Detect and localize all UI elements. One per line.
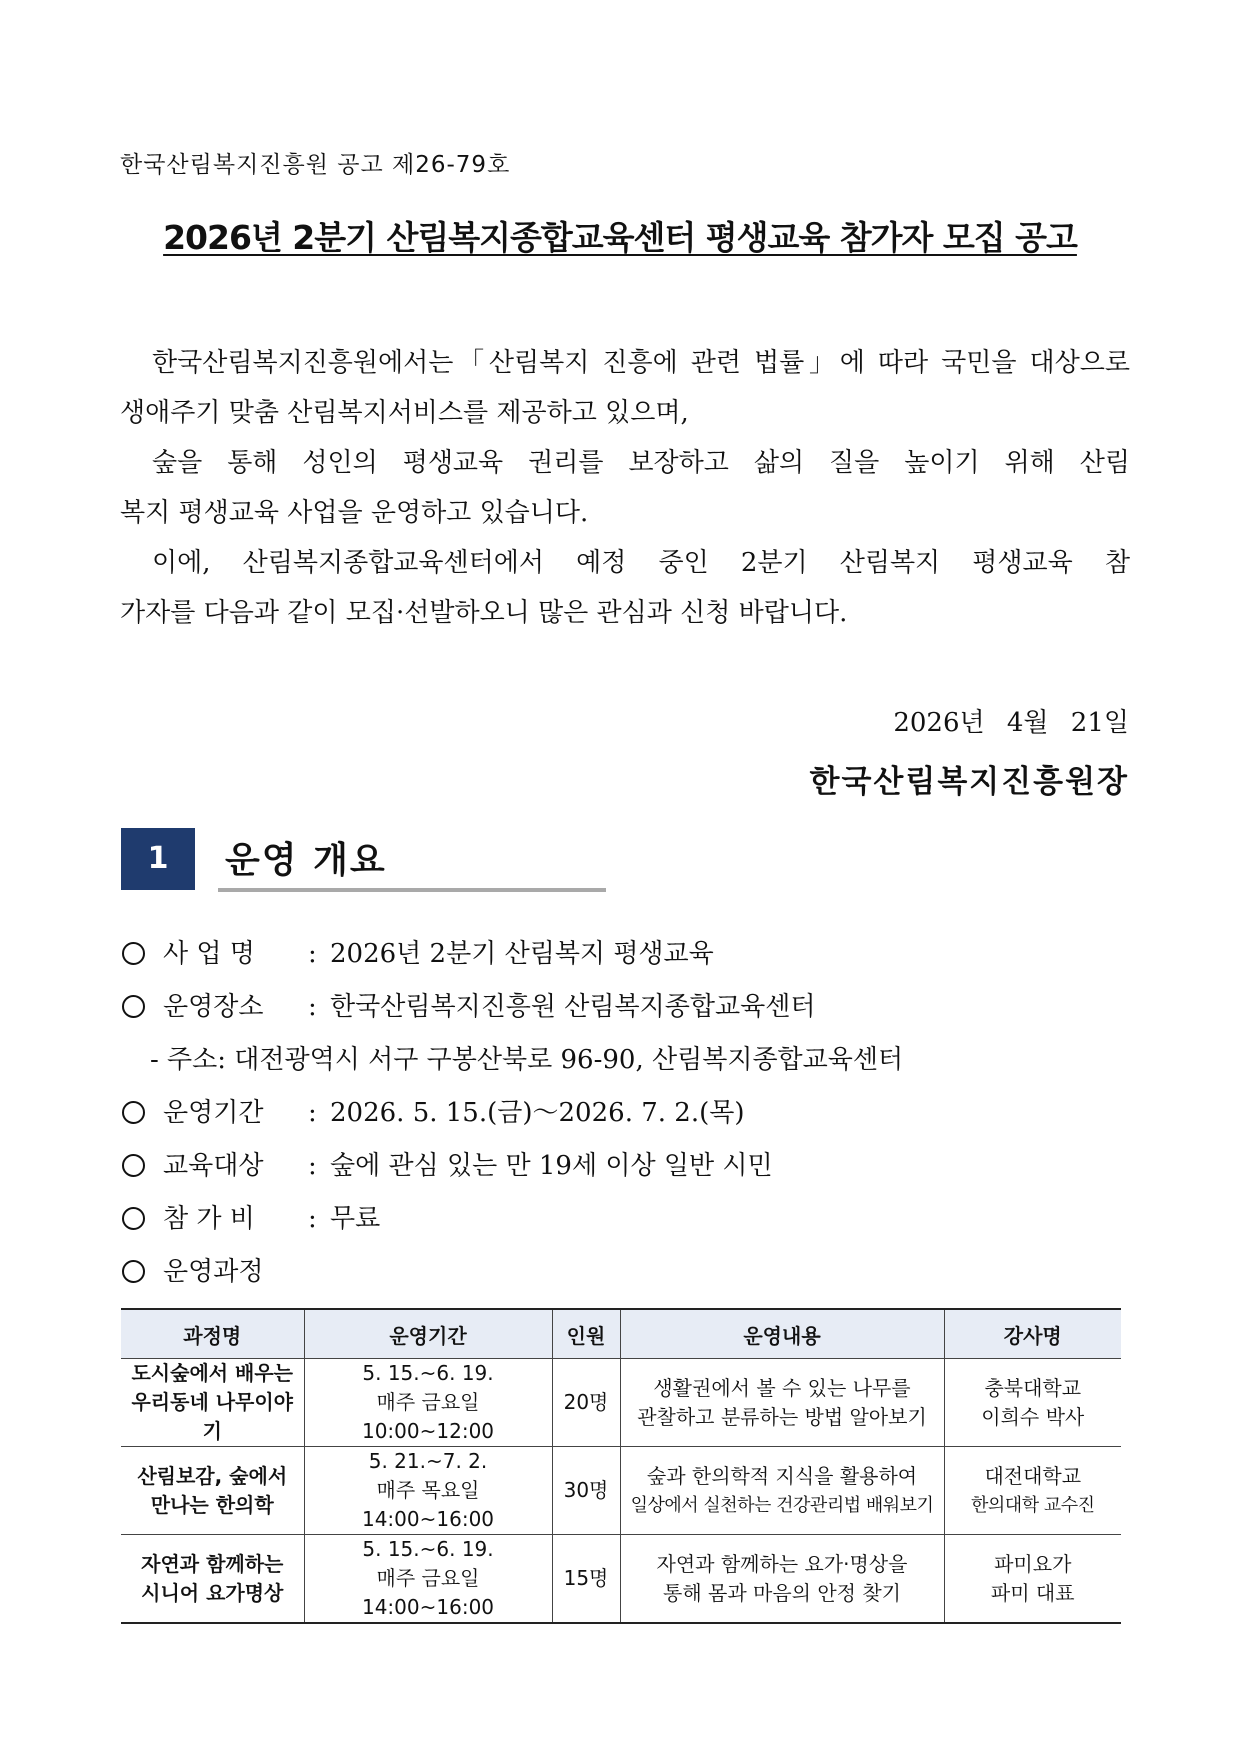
header-instructor: 강사명 [944,1309,1121,1359]
period-cell: 5. 21.~7. 2. 매주 목요일 14:00~16:00 [304,1447,552,1535]
table-row [121,1359,1121,1447]
instructor-cell: 충북대학교 이희수 박사 [944,1359,1121,1447]
instructor-cell: 대전대학교 한의대학 교수진 [944,1447,1121,1535]
section-title: 운영 개요 [225,840,387,881]
document-title [0,212,1240,259]
content-cell: 생활권에서 볼 수 있는 나무를 관찰하고 분류하는 방법 알아보기 [620,1359,944,1447]
courses-table [121,1308,1121,1624]
body-line: 생애주기 맞춤 산림복지서비스를 제공하고 있으며, [120,398,689,428]
instructor-cell: 파미요가 파미 대표 [944,1535,1121,1624]
notice-date: 2026년 4월 21일 [893,708,1129,738]
period-cell: 5. 15.~6. 19. 매주 금요일 14:00~16:00 [304,1535,552,1624]
course-name-cell: 자연과 함께하는 시니어 요가명상 [121,1535,304,1624]
body-line: 가자를 다음과 같이 모집·선발하오니 많은 관심과 신청 바랍니다. [120,598,848,628]
circle-bullet-icon [122,1207,145,1230]
overview-item-fee: 참 가 비 : 무료 [120,1193,1130,1246]
overview-item-venue: 운영장소 : 한국산림복지진흥원 산림복지종합교육센터 [120,981,1130,1034]
notice-body [120,338,1130,638]
body-line: 이에, 산림복지종합교육센터에서 예정 중인 2분기 산림복지 평생교육 참 [152,548,1130,578]
table-row [121,1535,1121,1624]
header-people: 인원 [552,1309,620,1359]
people-cell: 30명 [552,1447,620,1535]
header-course-name: 과정명 [121,1309,304,1359]
organization-head: 한국산림복지진흥원장 [809,764,1129,800]
content-cell: 숲과 한의학적 지식을 활용하여 일상에서 실천하는 건강관리법 배워보기 [620,1447,944,1535]
document-title-text: 2026년 2분기 산림복지종합교육센터 평생교육 참가자 모집 공고 [163,218,1077,257]
body-line: 한국산림복지진흥원에서는「산림복지 진흥에 관련 법률」에 따라 국민을 대상으로 [152,348,1130,378]
overview-item-period: 운영기간 : 2026. 5. 15.(금)～2026. 7. 2.(목) [120,1087,1130,1140]
overview-item-project: 사 업 명 : 2026년 2분기 산림복지 평생교육 [120,928,1130,981]
overview-item-courses: 운영과정 [120,1246,1130,1299]
course-name-cell: 산림보감, 숲에서 만나는 한의학 [121,1447,304,1535]
body-line: 숲을 통해 성인의 평생교육 권리를 보장하고 삶의 질을 높이기 위해 산림 [152,448,1130,478]
body-line: 복지 평생교육 사업을 운영하고 있습니다. [120,498,589,528]
circle-bullet-icon [122,995,145,1018]
circle-bullet-icon [122,1260,145,1283]
circle-bullet-icon [122,942,145,965]
header-period: 운영기간 [304,1309,552,1359]
table-header-row [121,1309,1121,1359]
overview-list [120,928,1130,1299]
circle-bullet-icon [122,1154,145,1177]
content-cell: 자연과 함께하는 요가·명상을 통해 몸과 마음의 안정 찾기 [620,1535,944,1624]
people-cell: 15명 [552,1535,620,1624]
section-underline [218,888,606,892]
section-number-badge: 1 [121,828,195,890]
overview-item-address: - 주소: 대전광역시 서구 구봉산북로 96-90, 산림복지종합교육센터 [150,1045,904,1075]
period-cell: 5. 15.~6. 19. 매주 금요일 10:00~12:00 [304,1359,552,1447]
header-content: 운영내용 [620,1309,944,1359]
people-cell: 20명 [552,1359,620,1447]
overview-item-target: 교육대상 : 숲에 관심 있는 만 19세 이상 일반 시민 [120,1140,1130,1193]
notice-number: 한국산림복지진흥원 공고 제26-79호 [120,152,511,178]
table-row [121,1447,1121,1535]
course-name-cell: 도시숲에서 배우는 우리동네 나무이야기 [121,1359,304,1447]
circle-bullet-icon [122,1101,145,1124]
